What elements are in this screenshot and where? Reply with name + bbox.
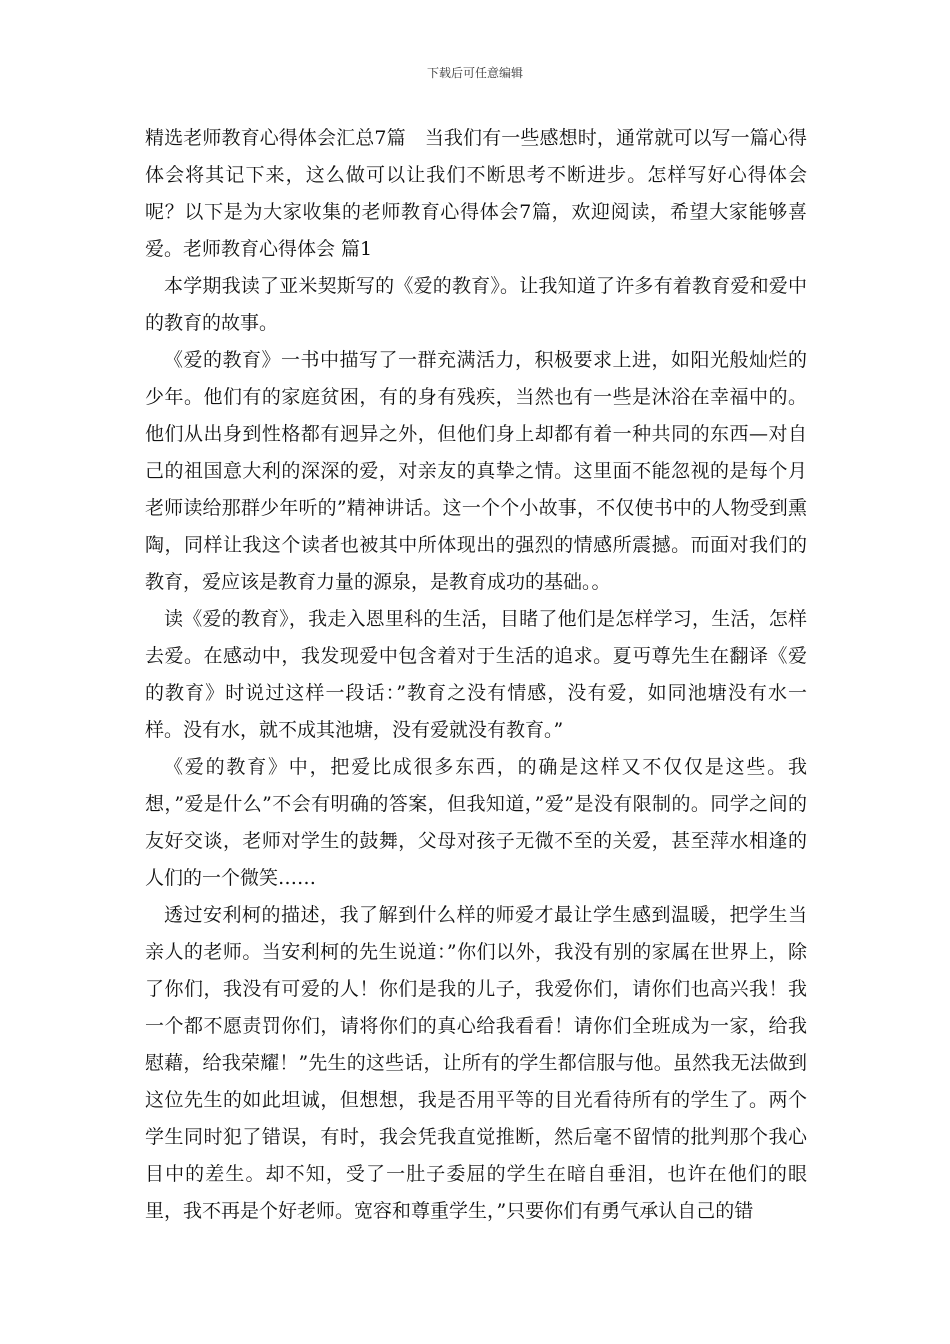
paragraph: 《爱的教育》中，把爱比成很多东西，的确是这样又不仅仅是这些。我想，”爱是什么”不会有明确的答案，但我知道，”爱”是没有限制的。同学之间的友好交谈，老师对学生的鼓舞，父母对孩子无微不至的关爱，甚至萍水相逢的人们的一个微笑…… bbox=[145, 756, 807, 889]
page-header: 下载后可任意编辑 bbox=[426, 66, 523, 80]
paragraph: 透过安利柯的描述，我了解到什么样的师爱才最让学生感到温暖，把学生当亲人的老师。当安利柯的先生说道：”你们以外，我没有别的家属在世界上，除了你们，我没有可爱的人！你们是我的儿子，我爱你们，请你们也高兴我！我一个都不愿责罚你们，请将你们的真心给我看看！请你们全班成为一家，给我慰藉，给我荣耀！”先生的这些话，让所有的学生都信服与他。虽然我无法做到这位先生的如此坦诚，但想想，我是否用平等的目光看待所有的学生了。两个学生同时犯了错误，有时，我会凭我直觉推断，然后毫不留情的批判那个我心目中的差生。却不知，受了一肚子委屈的学生在暗自垂泪，也许在他们的眼里，我不再是个好老师。宽容和尊重学生，”只要你们有勇气承认自己的错 bbox=[145, 904, 807, 1222]
paragraph: 本学期我读了亚米契斯写的《爱的教育》。让我知道了许多有着教育爱和爱中的教育的故事。 bbox=[145, 275, 807, 334]
document-body bbox=[145, 120, 807, 1230]
paragraph-intro: 精选老师教育心得体会汇总7篇 当我们有一些感想时，通常就可以写一篇心得体会将其记下来，这么做可以让我们不断思考不断进步。怎样写好心得体会呢？以下是为大家收集的老师教育心得体会7篇，欢迎阅读，希望大家能够喜爱。老师教育心得体会 篇1 bbox=[145, 127, 807, 260]
paragraph: 读《爱的教育》，我走入恩里科的生活，目睹了他们是怎样学习，生活，怎样去爱。在感动中，我发现爱中包含着对于生活的追求。夏丏尊先生在翻译《爱的教育》时说过这样一段话：”教育之没有情感，没有爱，如同池塘没有水一样。没有水，就不成其池塘，没有爱就没有教育。” bbox=[145, 608, 807, 741]
paragraph: 《爱的教育》一书中描写了一群充满活力，积极要求上进，如阳光般灿烂的少年。他们有的家庭贫困，有的身有残疾，当然也有一些是沐浴在幸福中的。他们从出身到性格都有迥异之外，但他们身上却都有着一种共同的东西—对自己的祖国意大利的深深的爱，对亲友的真挚之情。这里面不能忽视的是每个月老师读给那群少年听的”精神讲话。这一个个小故事，不仅使书中的人物受到熏陶，同样让我这个读者也被其中所体现出的强烈的情感所震撼。而面对我们的教育，爱应该是教育力量的源泉，是教育成功的基础。。 bbox=[145, 349, 807, 593]
